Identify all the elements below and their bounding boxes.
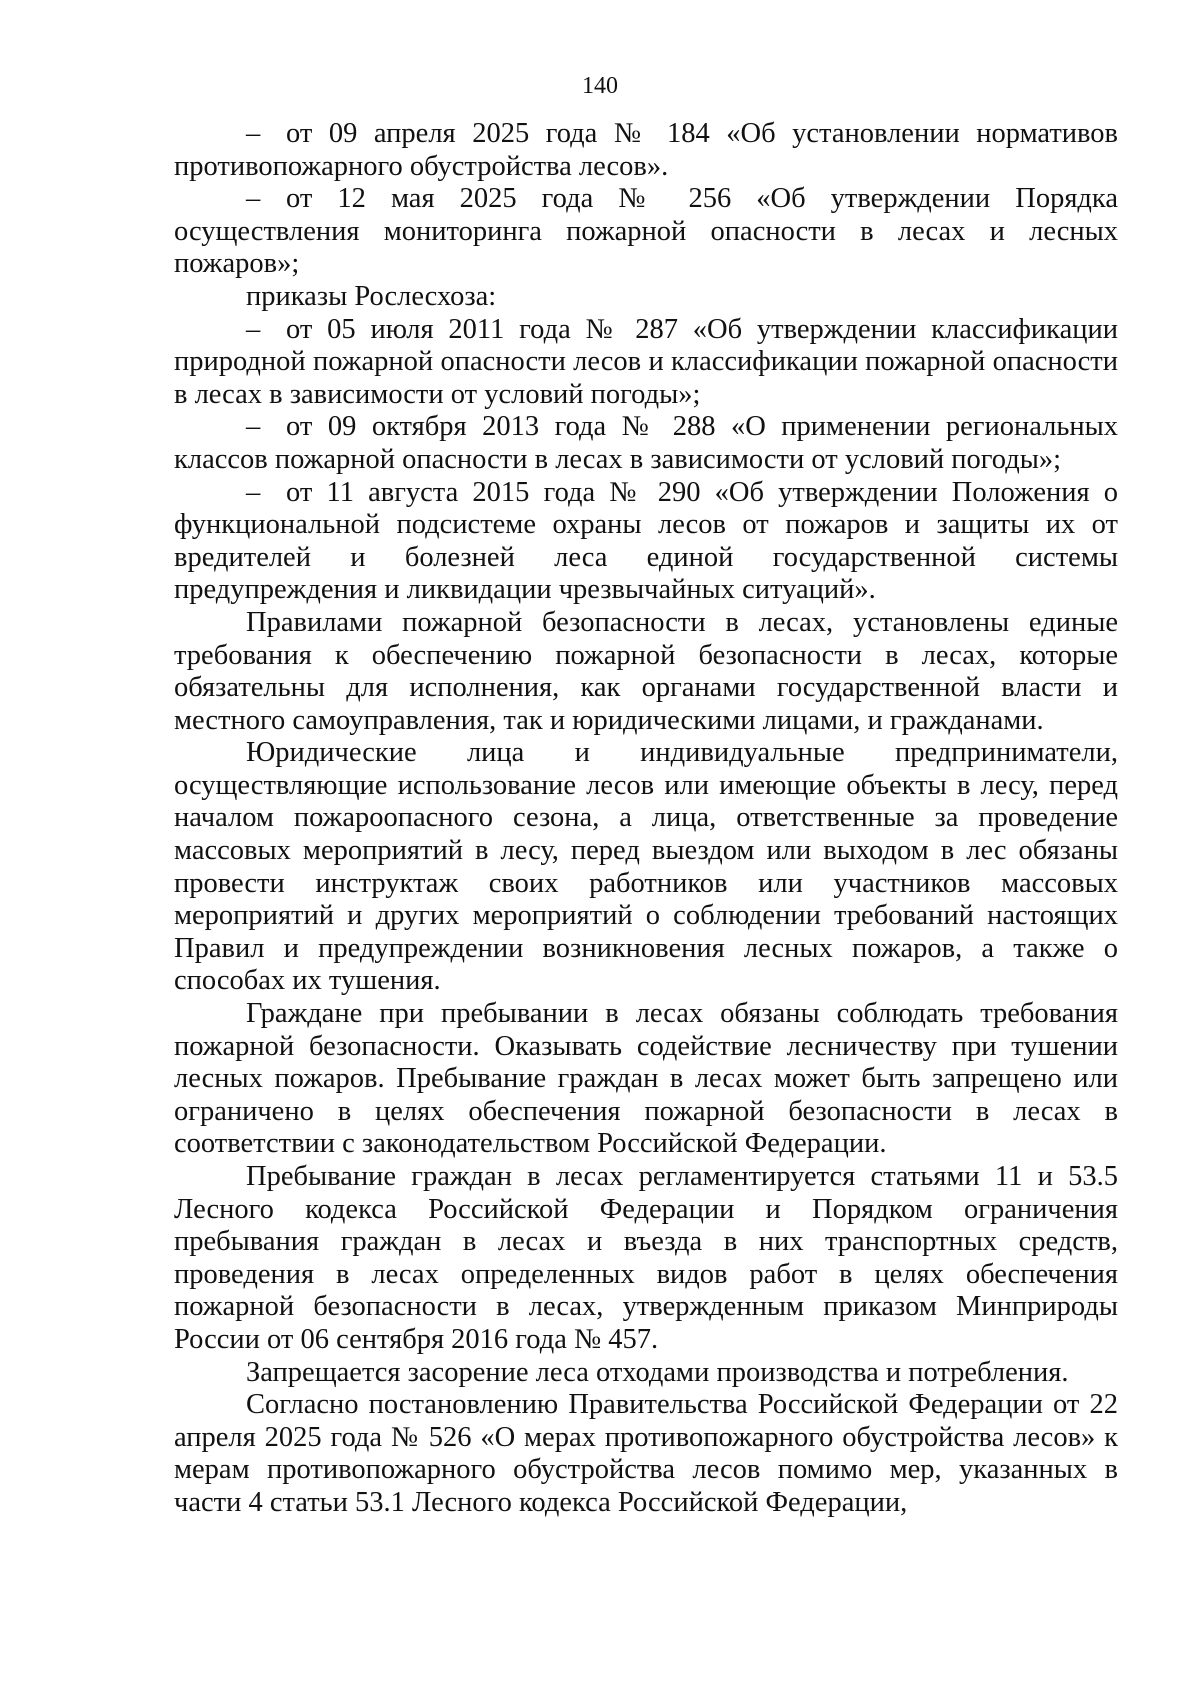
dash-marker: – [246, 476, 261, 508]
document-body [174, 118, 1118, 1520]
list-item-text: от 11 августа 2015 года № 290 «Об утверждении Положения о функциональной подсистеме охраны лесов от пожаров и защиты их от вредителей и болезней леса единой государственной системы предупреждения и ликвидации чрезвычайных ситуаций». [174, 476, 1118, 606]
dash-marker: – [246, 118, 261, 149]
paragraph-citizens: Граждане при пребывании в лесах обязаны соблюдать требования пожарной безопасности. Оказывать содействие лесничеству при тушении лесных пожаров. Пребывание граждан в лесах может быть запрещено или ограничено в целях обеспечения пожарной безопасности в лесах в соответствии с законодательством Российской Федерации. [174, 998, 1118, 1160]
paragraph-government-decree: Согласно постановлению Правительства Российской Федерации от 22 апреля 2025 года № 526 «О мерах противопожарного обустройства лесов» к мерам противопожарного обустройства лесов помимо мер, указанных в части 4 статьи 53.1 Лесного кодекса Российской Федерации, [174, 1389, 1118, 1518]
list-item-order-256 [174, 183, 1118, 281]
list-item-text: от 09 апреля 2025 года № 184 «Об установлении нормативов противопожарного обустройства лесов». [174, 118, 1118, 182]
paragraph-fire-safety-rules: Правилами пожарной безопасности в лесах, установлены единые требования к обеспечению пожарной безопасности в лесах, которые обязательны для исполнения, как органами государственной власти и местного самоуправления, так и юридическими лицами, и гражданами. [174, 606, 1118, 736]
page-number: 140 [582, 73, 618, 99]
paragraph-legal-entities: Юридические лица и индивидуальные предприниматели, осуществляющие использование лесов или имеющие объекты в лесу, перед началом пожароопасного сезона, а лица, ответственные за проведение массовых мероприятий в лесу, перед выездом или выходом в лес обязаны провести инструктаж своих работников или участников массовых мероприятий и других мероприятий о соблюдении требований настоящих Правил и предупреждении возникновения лесных пожаров, а также о способах их тушения. [174, 737, 1118, 997]
dash-marker: – [246, 313, 261, 345]
paragraph-rosleshoz-orders: приказы Рослесхоза: [246, 280, 497, 312]
list-item-order-288 [174, 411, 1118, 476]
list-item-order-290 [174, 477, 1118, 607]
list-item-text: от 09 октября 2013 года № 288 «О применении региональных классов пожарной опасности в лесах в зависимости от условий погоды»; [174, 411, 1118, 475]
list-item-text: от 12 мая 2025 года № 256 «Об утверждении Порядка осуществления мониторинга пожарной опасности в лесах и лесных пожаров»; [174, 183, 1118, 280]
dash-marker: – [246, 411, 261, 443]
list-item-order-287 [174, 314, 1118, 412]
list-item-order-184 [174, 118, 1118, 183]
dash-marker: – [246, 183, 261, 215]
paragraph-littering-ban: Запрещается засорение леса отходами производства и потребления. [246, 1356, 1069, 1388]
paragraph-stay-regulation: Пребывание граждан в лесах регламентируется статьями 11 и 53.5 Лесного кодекса Российской Федерации и Порядком ограничения пребывания граждан в лесах и въезда в них транспортных средств, проведения в лесах определенных видов работ в целях обеспечения пожарной безопасности в лесах, утвержденным приказом Минприроды России от 06 сентября 2016 года № 457. [174, 1161, 1118, 1355]
list-item-text: от 05 июля 2011 года № 287 «Об утверждении классификации природной пожарной опасности лесов и классификации пожарной опасности в лесах в зависимости от условий погоды»; [174, 313, 1118, 410]
